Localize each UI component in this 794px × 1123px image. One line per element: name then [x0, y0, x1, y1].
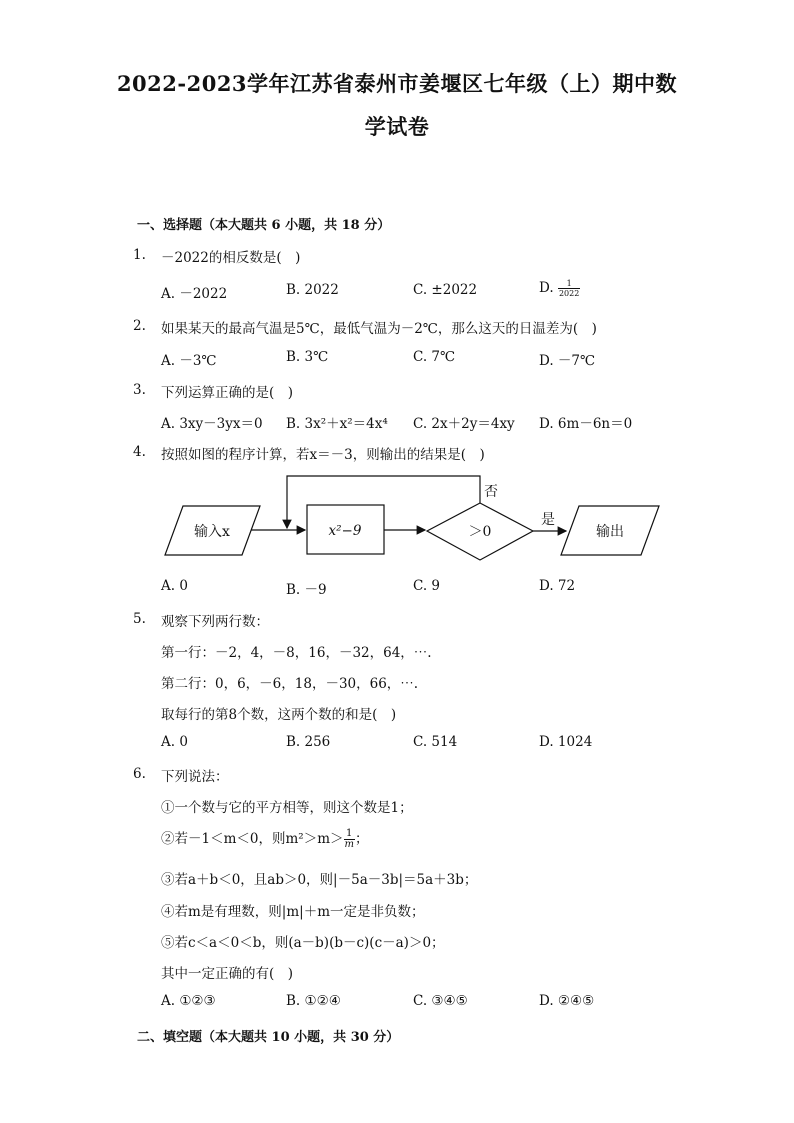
q1-option-b: B. 2022 — [286, 282, 339, 298]
q3-option-a: A. 3xy－3yx＝0 — [161, 416, 263, 432]
q4-option-d: D. 72 — [539, 578, 576, 594]
flow-output-label: 输出 — [596, 524, 624, 540]
q5-row-2: 第二行：0，6，－6，18，－30，66，⋯. — [161, 676, 419, 692]
flow-yes-label: 是 — [541, 512, 555, 528]
section-heading-fill-in: 二、填空题（本大题共 10 小题，共 30 分） — [137, 1030, 400, 1045]
fraction: $\frac{1}{2022}$ — [558, 279, 580, 298]
q5-option-c: C. 514 — [413, 734, 458, 750]
flow-condition-label: ＞0 — [468, 524, 492, 540]
q6-statement-3: ③若a＋b＜0，且ab＞0，则|－5a－3b|＝5a＋3b； — [161, 872, 478, 888]
question-4-text: 按照如图的程序计算，若x＝－3，则输出的结果是( ) — [161, 447, 485, 463]
q4-option-c: C. 9 — [413, 578, 441, 594]
question-number-5: 5. — [133, 611, 146, 627]
flow-process-label: x²−9 — [328, 523, 362, 539]
q6-option-d: D. ②④⑤ — [539, 993, 595, 1009]
section-heading-choice: 一、选择题（本大题共 6 小题，共 18 分） — [137, 218, 391, 233]
q6-statement-4: ④若m是有理数，则|m|＋m一定是非负数； — [161, 904, 425, 920]
question-number-3: 3. — [133, 382, 146, 398]
q3-option-d: D. 6m－6n＝0 — [539, 416, 633, 432]
q1-option-c: C. ±2022 — [413, 282, 478, 298]
q1-option-d: D. $\frac{1}{2022}$ — [539, 279, 580, 298]
fraction: $\frac{1}{m}$ — [344, 828, 354, 850]
q2-option-c: C. 7℃ — [413, 349, 456, 365]
q5-row-1: 第一行：－2，4，－8，16，－32，64，⋯. — [161, 645, 432, 661]
q6-statement-5: ⑤若c＜a＜0＜b，则(a－b)(b－c)(c－a)＞0； — [161, 935, 445, 951]
title-line-1: 2022-2023学年江苏省泰州市姜堰区七年级（上）期中数 — [116, 71, 678, 96]
q1-option-a: A. －2022 — [161, 286, 228, 302]
q6-option-c: C. ③④⑤ — [413, 993, 468, 1009]
question-6-text: 下列说法： — [161, 769, 229, 785]
question-5-text: 观察下列两行数： — [161, 614, 269, 630]
flow-no-label: 否 — [484, 484, 498, 500]
q5-option-b: B. 256 — [286, 734, 331, 750]
q4-option-a: A. 0 — [161, 578, 188, 594]
question-number-2: 2. — [133, 318, 146, 334]
title-line-2: 学试卷 — [364, 114, 430, 139]
question-number-1: 1. — [133, 247, 146, 263]
flow-input-label: 输入x — [194, 524, 230, 540]
q2-option-a: A. －3℃ — [161, 353, 217, 369]
question-3-text: 下列运算正确的是( ) — [161, 385, 294, 401]
q6-statement-1: ①一个数与它的平方相等，则这个数是1； — [161, 800, 413, 816]
q6-statement-2: ②若－1＜m＜0，则m²＞m＞ $\frac{1}{m}$ ； — [161, 828, 369, 850]
program-flowchart — [0, 468, 794, 578]
q3-option-c: C. 2x＋2y＝4xy — [413, 416, 515, 432]
q6-option-b: B. ①②④ — [286, 993, 341, 1009]
q2-option-b: B. 3℃ — [286, 349, 329, 365]
q6-option-a: A. ①②③ — [161, 993, 216, 1009]
q6-ask: 其中一定正确的有( ) — [161, 966, 294, 982]
question-number-6: 6. — [133, 766, 146, 782]
question-number-4: 4. — [133, 444, 146, 460]
q2-option-d: D. －7℃ — [539, 353, 596, 369]
q3-option-b: B. 3x²＋x²＝4x⁴ — [286, 416, 388, 432]
q5-option-d: D. 1024 — [539, 734, 593, 750]
q5-option-a: A. 0 — [161, 734, 188, 750]
question-2-text: 如果某天的最高气温是5℃，最低气温为－2℃，那么这天的日温差为( ) — [161, 321, 597, 337]
q4-option-b: B. －9 — [286, 582, 327, 598]
q5-ask: 取每行的第8个数，这两个数的和是( ) — [161, 707, 397, 723]
question-1-text: －2022的相反数是( ) — [161, 250, 301, 266]
